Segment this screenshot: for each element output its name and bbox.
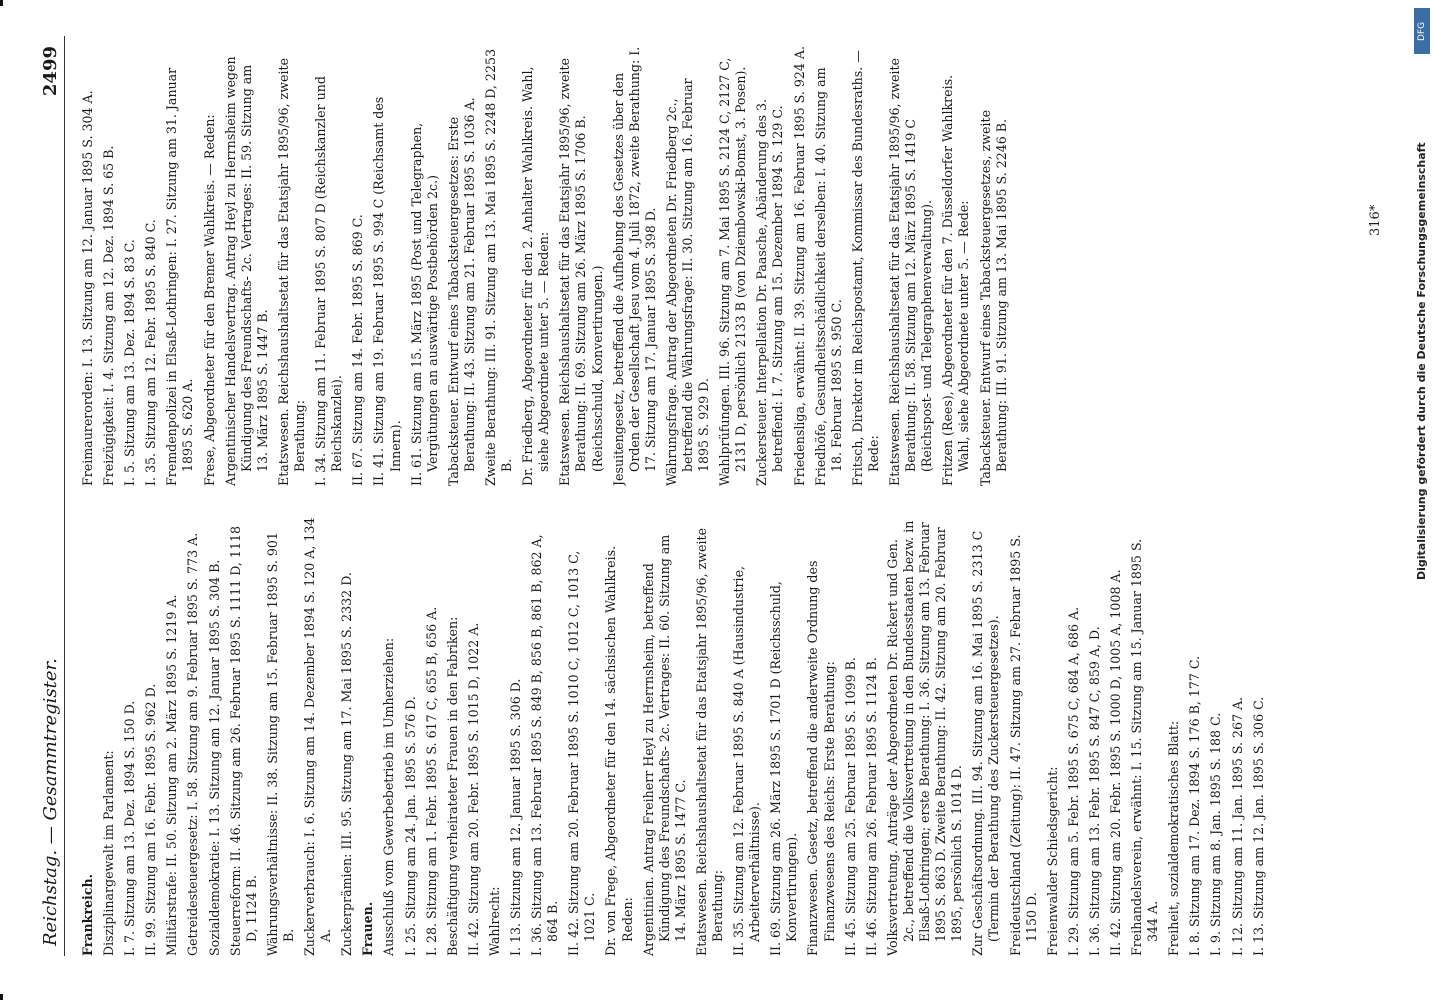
index-entry: I. 34. Sitzung am 11. Februar 1895 S. 807 D (Reichskanzler und Reichskanzlei).	[313, 76, 345, 486]
index-column-right	[80, 46, 1370, 486]
index-entry: I. 36. Sitzung am 13. Februar 1895 S. 849 B, 856 B, 861 B, 862 A, 864 B.	[529, 534, 561, 956]
running-head	[38, 36, 65, 956]
index-entry: Zuckerprämien: III. 95. Sitzung am 17. Mai 1895 S. 2332 D.	[339, 572, 355, 956]
index-entry: II. 42. Sitzung am 20. Febr. 1895 S. 1015 D, 1022 A.	[465, 622, 481, 956]
index-entry: Etatswesen. Reichshaushaltsetat für das Etatsjahr 1895/96, zweite Berathung: II. 58. Sitzung am 12. März 1895 S. 1419 C (Reichspost- und Telegraphenverwaltung).	[887, 58, 935, 486]
index-entry: I. 8. Sitzung am 17. Dez. 1894 S. 176 B, 177 C.	[1187, 655, 1203, 956]
index-entry: Etatswesen. Reichshaushaltsetat für das Etatsjahr 1895/96, zweite Berathung:	[693, 528, 725, 956]
index-entry: Argentinischer Handelsvertrag. Antrag Heyl zu Herrnsheim wegen Kündigung des Freundschafts- 2c. Vertrages: II. 59. Sitzung am 13. März 1895 S. 1447 B.	[222, 56, 270, 486]
index-entry: Disziplinargewalt im Parlament:	[101, 750, 117, 956]
signature-mark: 316*	[1368, 204, 1383, 236]
index-entry: Friedensliga, erwähnt: II. 39. Sitzung am 16. Februar 1895 S. 924 A.	[791, 46, 807, 486]
index-entry: Friedhöfe, Gesundheitsschädlichkeit derselben: I. 40. Sitzung am 18. Februar 1895 S. 950 C.	[812, 67, 844, 486]
index-entry: Wahlrecht:	[486, 886, 502, 956]
index-entry: I. 35. Sitzung am 12. Febr. 1895 S. 840 C.	[143, 219, 159, 486]
index-column-left	[80, 516, 1370, 956]
index-entry: Jesuitengesetz, betreffend die Aufhebung des Gesetzes über den Orden der Gesellschaft Jesu vom 4. Juli 1872, zweite Berathung: I. 17. Sitzung am 17. Januar 1895 S. 398 D.	[610, 46, 658, 486]
index-entry: I. 5. Sitzung am 13. Dez. 1894 S. 83 C.	[122, 239, 138, 486]
running-head-title: Reichstag. — Gesammtregister.	[40, 658, 61, 946]
scan-edge-mark	[0, 0, 3, 6]
index-entry: II. 67. Sitzung am 14. Febr. 1895 S. 869 C.	[350, 214, 366, 486]
index-entry: Beschäftigung verheirateter Frauen in den Fabriken:	[444, 616, 460, 956]
index-entry: I. 13. Sitzung am 12. Jan. 1895 S. 306 C.	[1250, 696, 1266, 956]
index-entry: Finanzwesen. Gesetz, betreffend die anderweite Ordnung des Finanzwesens des Reichs: Erste Berathung:	[805, 560, 837, 956]
index-entry: Militärstrafe: II. 50. Sitzung am 2. März 1895 S. 1219 A.	[164, 594, 180, 956]
dfg-logo: DFG	[1414, 8, 1430, 54]
index-entry: Argentinien. Antrag Freiherr Heyl zu Herrnsheim, betreffend Kündigung des Freundschafts- 2c. Vertrages: II. 60. Sitzung am 14. März 1895 S. 1477 C.	[640, 534, 688, 956]
index-entry: Dr. von Frege, Abgeordneter für den 14. sächsischen Wahlkreis. Reden:	[603, 545, 635, 956]
index-entry: Währungsverhältnisse: II. 38. Sitzung am 15. Februar 1895 S. 901 B.	[264, 532, 296, 956]
index-entry: Freiheit, sozialdemokratisches Blatt:	[1166, 720, 1182, 956]
index-entry: Fritsch, Direktor im Reichspostamt, Kommissar des Bundesraths. — Rede:	[849, 50, 881, 486]
index-entry: Getreidesteuergesetz: I. 58. Sitzung am 9. Februar 1895 S. 773 A.	[185, 532, 201, 956]
index-entry: I. 28. Sitzung am 1. Febr. 1895 S. 617 C, 655 B, 656 A.	[423, 606, 439, 956]
index-entry: Freideutschland (Zeitung): II. 47. Sitzung am 27. Februar 1895 S. 1150 D.	[1007, 534, 1039, 956]
index-entry: Frese, Abgeordneter für den Bremer Wahlkreis. — Reden:	[201, 114, 217, 486]
index-entry: Freihandelsverein, erwähnt: I. 15. Sitzung am 15. Januar 1895 S. 344 A.	[1129, 538, 1161, 956]
index-entry: Etatswesen. Reichshaushaltsetat für das Etatsjahr 1895/96, zweite Berathung: II. 69. Sitzung am 26. März 1895 S. 1706 B. (Reichsschuld, Konvertirungen.)	[557, 58, 605, 486]
index-entry: II. 45. Sitzung am 25. Februar 1895 S. 1099 B.	[842, 657, 858, 956]
index-entry: Freienwalder Schiedsgericht:	[1044, 766, 1060, 956]
index-entry: Dr. Friedberg, Abgeordneter für den 2. Anhalter Wahlkreis. Wahl, siehe Abgeordnete unter 5. — Reden:	[520, 66, 552, 486]
index-entry: Zuckerverbrauch: I. 6. Sitzung am 14. Dezember 1894 S. 120 A, 134 A.	[302, 517, 334, 956]
index-entry: II. 42. Sitzung am 20. Febr. 1895 S. 1000 D, 1005 A, 1008 A.	[1107, 569, 1123, 956]
index-entry: II. 69. Sitzung am 26. März 1895 S. 1701 D (Reichsschuld, Konvertirungen).	[768, 581, 800, 956]
index-entry: II. 42. Sitzung am 20. Februar 1895 S. 1010 C, 1012 C, 1013 C, 1021 C.	[566, 550, 598, 956]
index-entry: Ausschluß vom Gewerbebetrieb im Umherziehen:	[381, 637, 397, 956]
index-entry: I. 7. Sitzung am 13. Dez. 1894 S. 150 D.	[122, 700, 138, 956]
index-entry: II. 61. Sitzung am 15. März 1895 (Post und Telegraphen, Vergütungen an auswärtige Postbehörden 2c.)	[408, 122, 440, 486]
index-entry: I. 13. Sitzung am 12. Januar 1895 S. 306 D.	[507, 678, 523, 956]
index-entry: I. 9. Sitzung am 8. Jan. 1895 S. 188 C.	[1208, 712, 1224, 956]
index-entry: II. 99. Sitzung am 16. Febr. 1895 S. 962 D.	[143, 683, 159, 956]
index-entry: Etatswesen. Reichshaushaltsetat für das Etatsjahr 1895/96, zweite Berathung:	[275, 58, 308, 486]
index-entry: Fritzen (Rees), Abgeordneter für den 7. Düsseldorfer Wahlkreis. Wahl, siehe Abgeordnete unter 5. — Rede:	[940, 74, 972, 486]
index-entry: Frauen.	[360, 901, 376, 956]
index-entry: Tabacksteuer. Entwurf eines Tabacksteuergesetzes, zweite Berathung: III. 91. Sitzung am 13. Mai 1895 S. 2246 B.	[977, 109, 1009, 486]
index-entry: Freizügigkeit: I. 4. Sitzung am 12. Dez. 1894 S. 65 B.	[101, 145, 117, 486]
scan-edge-mark	[0, 994, 3, 1000]
index-entry: I. 36. Sitzung am 13. Febr. 1895 S. 847 C, 859 A, D.	[1086, 626, 1102, 956]
index-entry: Tabacksteuer. Entwurf eines Tabacksteuergesetzes: Erste Berathung: II. 43. Sitzung am 21. Februar 1895 S. 1036 A.	[445, 97, 477, 486]
index-entry: Frankreich.	[80, 873, 95, 956]
index-entry: Zur Geschäftsordnung. III. 94. Sitzung am 16. Mai 1895 S. 2313 C (Termin der Berathung des Zuckersteuergesetzes).	[970, 530, 1002, 956]
index-entry: I. 25. Sitzung am 24. Jan. 1895 S. 576 D.	[402, 696, 418, 956]
index-entry: II. 35. Sitzung am 12. Februar 1895 S. 840 A (Hausindustrie, Arbeiterverhältnisse).	[731, 565, 763, 956]
index-entry: Freimaurerorden: I. 13. Sitzung am 12. Januar 1895 S. 304 A.	[80, 90, 95, 486]
page-number: 2499	[40, 46, 61, 97]
index-entry: I. 29. Sitzung am 5. Febr. 1895 S. 675 C, 684 A, 686 A.	[1065, 606, 1081, 956]
index-entry: Zweite Berathung: III. 91. Sitzung am 13. Mai 1895 S. 2248 D, 2253 B.	[482, 49, 515, 486]
index-entry: Steuerreform: II. 46. Sitzung am 26. Februar 1895 S. 1111 D, 1118 D, 1124 B.	[227, 526, 259, 956]
digitization-credit: Digitalisierung gefördert durch die Deutsche Forschungsgemeinschaft	[1415, 142, 1428, 580]
index-entry: II. 41. Sitzung am 19. Februar 1895 S. 994 C (Reichsamt des Innern).	[371, 96, 403, 486]
index-entry: Zuckersteuer. Interpellation Dr. Paasche, Abänderung des 3. betreffend: I. 7. Sitzung am 15. Dezember 1894 S. 129 C.	[754, 98, 786, 486]
rotated-page-content	[38, 36, 1398, 956]
index-entry: Volksvertretung. Anträge der Abgeordneten Dr. Rickert und Gen. 2c., betreffend die Volksvertretung in den Bundesstaaten bezw. in Elsaß-Lothringen; erste Berathung: I. 36. Sitzung am 13. Februar 1895 S. 863 D. Zweite Berathung: II. 42. Sitzung am 20. Februar 1895, persönlich S. 1014 D.	[884, 520, 965, 956]
index-entry: Sozialdemokratie: I. 13. Sitzung am 12. Januar 1895 S. 304 B.	[206, 559, 222, 956]
index-entry: Währungsfrage. Antrag der Abgeordneten Dr. Friedberg 2c., betreffend die Währungsfrage: II. 30. Sitzung am 16. Februar 1895 S. 929 D.	[663, 78, 712, 486]
index-entry: Fremdenpolizei in Elsaß-Lothringen: I. 27. Sitzung am 31. Januar 1895 S. 620 A.	[164, 67, 196, 486]
index-entry: I. 12. Sitzung am 11. Jan. 1895 S. 267 A.	[1229, 696, 1245, 956]
index-entry: II. 46. Sitzung am 26. Februar 1895 S. 1124 B.	[863, 657, 879, 956]
index-entry: Wahlprüfungen. III. 96. Sitzung am 7. Mai 1895 S. 2124 C, 2127 C, 2131 D, persönlich 2133 B (von Dziembowski-Bomst, 3. Posen).	[717, 57, 749, 486]
